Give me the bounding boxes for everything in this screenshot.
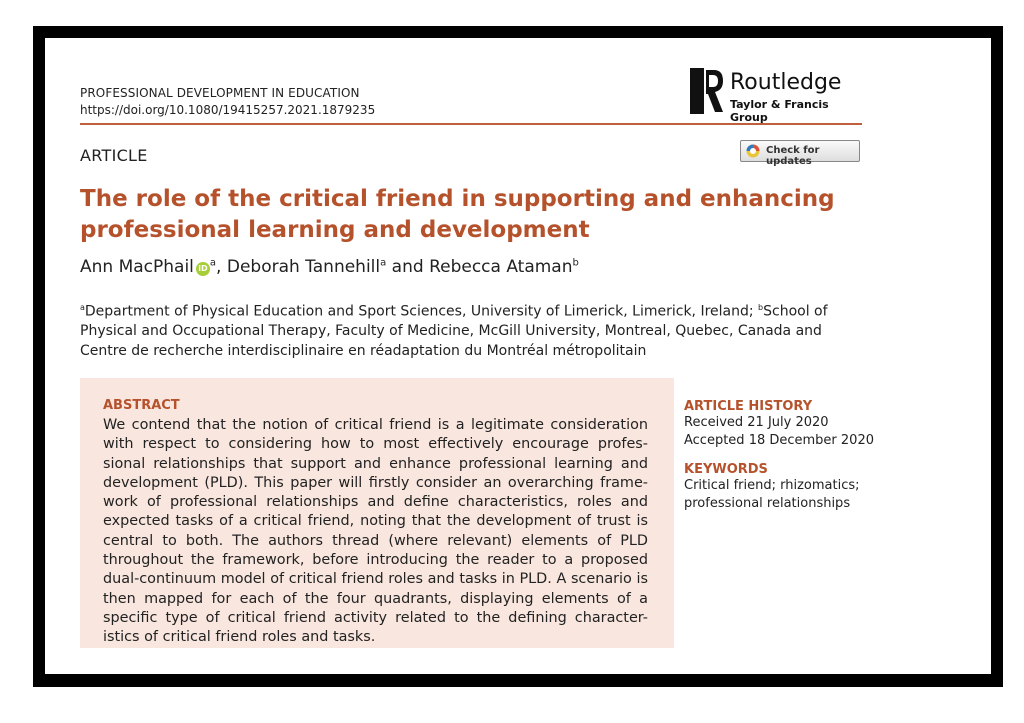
article-sidebar: [684, 399, 884, 513]
publisher-logo: [690, 68, 865, 124]
affiliations: [80, 298, 870, 361]
routledge-mark-icon: [690, 68, 724, 114]
affiliation-text: Department of Physical Education and Sport Sciences, University of Limerick, Limerick, Ireland;: [84, 303, 759, 320]
author-separator: ,: [216, 257, 227, 277]
affiliation-mark: b: [758, 303, 764, 312]
abstract-heading: ABSTRACT: [103, 398, 180, 413]
orcid-icon[interactable]: iD: [196, 262, 210, 276]
author-name[interactable]: Rebecca Ataman: [429, 257, 573, 277]
accepted-date: Accepted 18 December 2020: [684, 433, 874, 448]
affiliation-mark: a: [80, 303, 85, 312]
author-name[interactable]: Deborah Tannehill: [226, 257, 381, 277]
author-separator: and: [386, 257, 430, 277]
abstract-box: [80, 378, 674, 648]
update-check-icon: [746, 144, 760, 158]
publisher-name: Routledge: [730, 70, 842, 95]
doi-link[interactable]: https://doi.org/10.1080/19415257.2021.1879235: [80, 103, 376, 117]
article-title: The role of the critical friend in supporting and enhancing professional learning and development: [80, 186, 835, 243]
affiliation-text: School of Physical and Occupational Therapy, Faculty of Medicine, McGill University, Montreal, Quebec, Canada and Centre de recherche interdisciplinaire en réadaptation du Montréal métropolitain: [80, 303, 828, 359]
author-name[interactable]: Ann MacPhail: [80, 257, 194, 277]
sidebar-spacer: [684, 450, 884, 462]
received-date: Received 21 July 2020: [684, 415, 829, 430]
keywords-line: professional relationships: [684, 496, 851, 511]
keywords-heading: KEYWORDS: [684, 462, 768, 477]
check-updates-button[interactable]: [740, 140, 860, 167]
check-updates-label: Check for updates: [766, 145, 820, 167]
journal-name: PROFESSIONAL DEVELOPMENT IN EDUCATION: [80, 86, 360, 100]
article-history-heading: ARTICLE HISTORY: [684, 399, 813, 414]
author-affiliation-mark: b: [572, 257, 579, 269]
author-affiliation-mark: a: [209, 257, 217, 269]
author-affiliation-mark: a: [380, 257, 387, 269]
publisher-subname: Taylor & Francis Group: [730, 98, 829, 124]
article-type-label: ARTICLE: [80, 146, 148, 165]
abstract-text: We contend that the notion of critical friend is a legitimate consideration with respect to considering how to most effectively encourage profes-sional relationships that support and enhance professional learning and development (PLD). This paper will firstly consider an overarching frame-work of professional relationships and define characteristics, roles and expected tasks of a critical friend, noting that the development of trust is central to both. The authors thread (where relevant) elements of PLD throughout the framework, before introducing the reader to a proposed dual-continuum model of critical friend roles and tasks in PLD. A scenario is then mapped for each of the four quadrants, displaying elements of a specific type of critical friend activity related to the defining character-istics of critical friend roles and tasks.: [103, 417, 648, 646]
author-list: [80, 257, 579, 277]
keywords-line: Critical friend; rhizomatics;: [684, 478, 860, 493]
